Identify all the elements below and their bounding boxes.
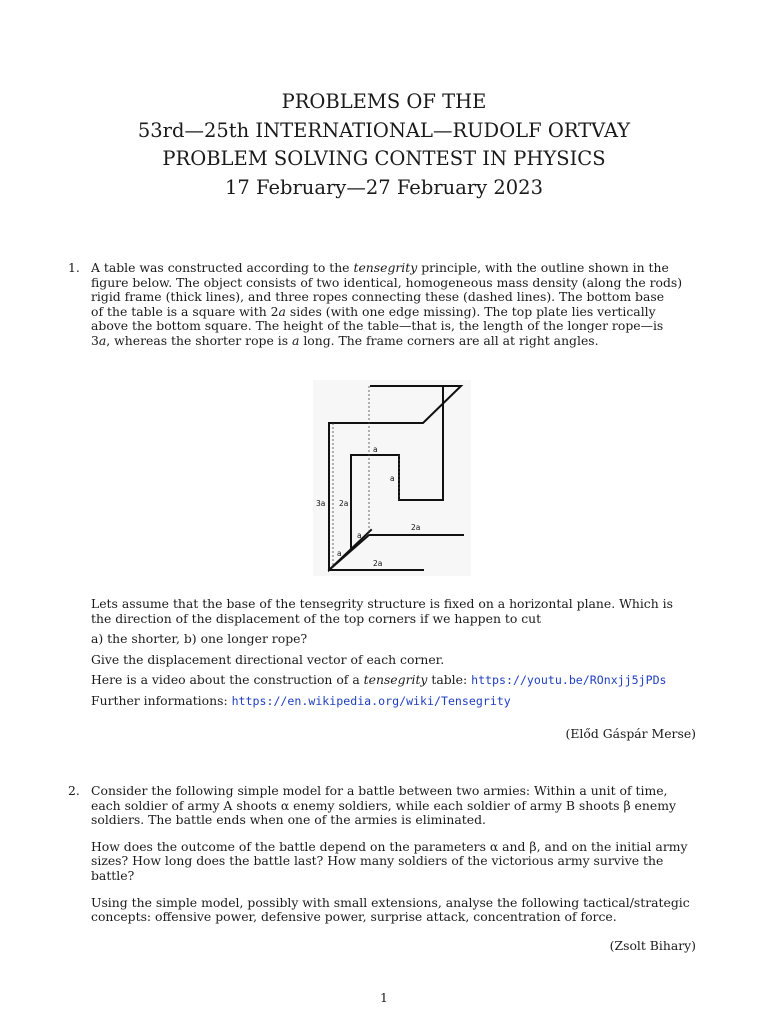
- label-a-top: a: [373, 445, 378, 454]
- text-line: above the bottom square. The height of the table—that is, the length of the longer rope—is: [91, 318, 664, 334]
- label-2a-right: 2a: [411, 523, 421, 532]
- video-line: Here is a video about the construction of a tensegrity table: https://youtu.be/ROnxjj5jPDs: [91, 672, 667, 688]
- text-line: of the table is a square with 2a sides (with one edge missing). The top plate lies vertically: [91, 303, 656, 319]
- video-link[interactable]: https://youtu.be/ROnxjj5jPDs: [471, 673, 667, 688]
- title-line: PROBLEMS OF THE: [281, 90, 487, 113]
- text-line: 3a, whereas the shorter rope is a long. The frame corners are all at right angles.: [91, 332, 599, 348]
- problem-intro: [91, 261, 696, 349]
- wikipedia-link[interactable]: https://en.wikipedia.org/wiki/Tensegrity: [231, 693, 511, 708]
- problem-number: 2.: [68, 783, 80, 798]
- label-2a-left: 2a: [339, 499, 349, 508]
- problem-paragraph: Using the simple model, possibly with small extensions, analyse the following tactical/strategic concepts: offensive power, defensive power, surprise attack, concentration of force.: [91, 894, 690, 925]
- problem-2: [68, 784, 696, 953]
- question-line: Lets assume that the base of the tensegrity structure is fixed on a horizontal plane. Which is: [91, 596, 673, 611]
- problem-1-questions: [68, 597, 696, 741]
- question-line: the direction of the displacement of the top corners if we happen to cut: [91, 610, 542, 626]
- label-a-diag-upper: a: [357, 531, 362, 540]
- text-line: figure below. The object consists of two identical, homogeneous mass density (along the rods): [91, 274, 683, 290]
- question-options: a) the shorter, b) one longer rope?: [91, 631, 308, 647]
- further-line: Further informations: https://en.wikipedia.org/wiki/Tensegrity: [91, 692, 511, 708]
- page-number: 1: [380, 990, 388, 1005]
- title-line: 17 February—27 February 2023: [224, 175, 543, 199]
- text-line: rigid frame (thick lines), and three ropes connecting these (dashed lines). The bottom base: [91, 289, 665, 305]
- title-line: 53rd—25th INTERNATIONAL—RUDOLF ORTVAY: [137, 118, 631, 142]
- title-line: PROBLEM SOLVING CONTEST IN PHYSICS: [162, 147, 606, 170]
- text-line: A table was constructed according to the tensegrity principle, with the outline shown in the: [91, 260, 669, 275]
- label-a-diag-lower: a: [337, 549, 342, 558]
- tensegrity-figure: [313, 380, 471, 576]
- label-3a: 3a: [316, 499, 326, 508]
- problem-paragraph: Consider the following simple model for a battle between two armies: Within a unit of time, each soldier of army A shoots α enemy soldiers, while each soldier of army B shoots β enemy soldiers. The battle ends when one of the armies is eliminated.: [91, 783, 676, 828]
- label-2a-bottom: 2a: [373, 559, 383, 568]
- author-credit: (Zsolt Bihary): [609, 937, 696, 953]
- label-a-right: a: [390, 474, 395, 483]
- document-title: [0, 88, 768, 202]
- question-vector: Give the displacement directional vector of each corner.: [91, 651, 445, 667]
- problem-1: [68, 261, 696, 349]
- author-credit: (Előd Gáspár Merse): [565, 725, 696, 741]
- problem-number: 1.: [68, 260, 80, 275]
- problem-paragraph: How does the outcome of the battle depend on the parameters α and β, and on the initial army sizes? How long does the battle last? How many soldiers of the victorious army survive the battle?: [91, 838, 688, 883]
